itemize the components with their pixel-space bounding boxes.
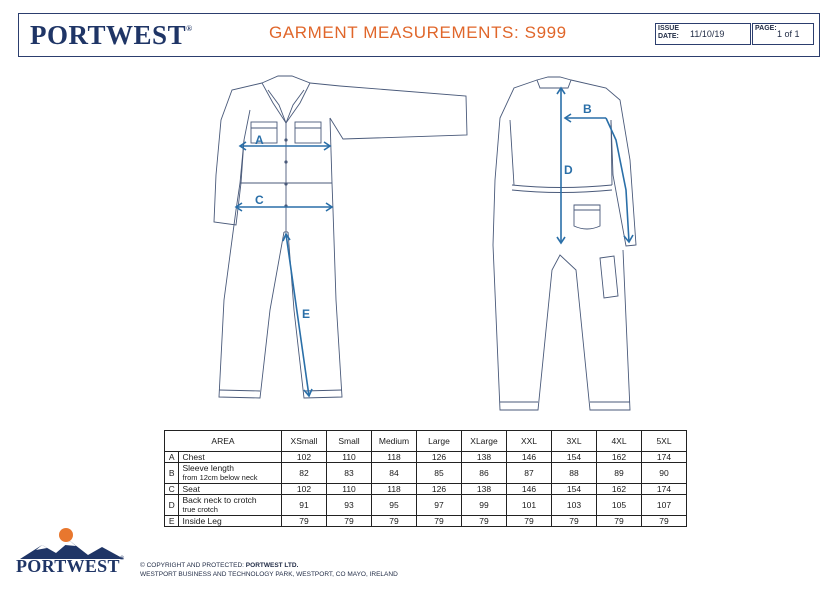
copyright-line — [140, 561, 398, 570]
row-area-sublabel: true crotch — [182, 505, 218, 514]
row-code: D — [165, 495, 179, 516]
row-area-label: Chest — [182, 452, 205, 462]
size-header-xxl: XXL — [507, 431, 552, 452]
size-value-cell: 79 — [327, 516, 372, 527]
back-view-coverall — [493, 77, 636, 410]
size-value-cell: 79 — [642, 516, 687, 527]
page-value: 1 of 1 — [777, 29, 800, 39]
size-value-cell: 83 — [327, 463, 372, 484]
size-value-cell: 138 — [462, 484, 507, 495]
brand-registered-mark: ® — [186, 24, 193, 33]
company-address: WESTPORT BUSINESS AND TECHNOLOGY PARK, WESTPORT, CO MAYO, IRELAND — [140, 571, 398, 578]
measurement-label-a: A — [255, 133, 264, 147]
size-value-cell: 79 — [417, 516, 462, 527]
size-value-cell: 91 — [282, 495, 327, 516]
table-header-row — [165, 431, 687, 452]
copyright-prefix: © COPYRIGHT AND PROTECTED: — [140, 562, 246, 569]
size-header-5xl: 5XL — [642, 431, 687, 452]
row-area-label: Seat — [182, 484, 200, 494]
row-code: C — [165, 484, 179, 495]
size-value-cell: 138 — [462, 452, 507, 463]
size-value-cell: 162 — [597, 484, 642, 495]
row-area — [179, 484, 282, 495]
sun-icon — [59, 528, 73, 542]
size-table-body — [165, 452, 687, 527]
size-value-cell: 154 — [552, 452, 597, 463]
size-value-cell: 162 — [597, 452, 642, 463]
size-value-cell: 82 — [282, 463, 327, 484]
size-value-cell: 110 — [327, 452, 372, 463]
size-value-cell: 79 — [597, 516, 642, 527]
row-area — [179, 463, 282, 484]
copyright-company: PORTWEST LTD. — [245, 562, 299, 569]
measurement-label-d: D — [564, 163, 573, 177]
front-view-coverall — [214, 76, 467, 398]
row-code: E — [165, 516, 179, 527]
size-value-cell: 103 — [552, 495, 597, 516]
size-value-cell: 102 — [282, 484, 327, 495]
size-value-cell: 146 — [507, 452, 552, 463]
size-value-cell: 88 — [552, 463, 597, 484]
size-value-cell: 154 — [552, 484, 597, 495]
size-header-xlarge: XLarge — [462, 431, 507, 452]
size-value-cell: 118 — [372, 452, 417, 463]
size-header-large: Large — [417, 431, 462, 452]
issue-date-value: 11/10/19 — [690, 29, 725, 39]
size-value-cell: 110 — [327, 484, 372, 495]
size-header-medium: Medium — [372, 431, 417, 452]
row-area — [179, 516, 282, 527]
size-value-cell: 89 — [597, 463, 642, 484]
footer-registered-mark: ® — [119, 556, 125, 562]
row-area-label: Inside Leg — [182, 516, 222, 526]
size-header-3xl: 3XL — [552, 431, 597, 452]
size-value-cell: 79 — [552, 516, 597, 527]
table-row — [165, 452, 687, 463]
area-header: AREA — [165, 431, 282, 452]
measurement-label-c: C — [255, 193, 264, 207]
table-row — [165, 495, 687, 516]
size-value-cell: 79 — [507, 516, 552, 527]
size-value-cell: 101 — [507, 495, 552, 516]
size-value-cell: 174 — [642, 484, 687, 495]
row-area-label: Back neck to crotch — [182, 495, 257, 505]
table-row — [165, 463, 687, 484]
size-value-cell: 99 — [462, 495, 507, 516]
footer-brand-logo — [16, 556, 125, 577]
row-code: B — [165, 463, 179, 484]
size-value-cell: 126 — [417, 452, 462, 463]
brand-name: PORTWEST — [30, 20, 187, 50]
measurement-label-e: E — [302, 307, 311, 321]
table-row — [165, 484, 687, 495]
table-row — [165, 516, 687, 527]
row-area-label: Sleeve length — [182, 463, 234, 473]
size-value-cell: 79 — [462, 516, 507, 527]
size-value-cell: 79 — [372, 516, 417, 527]
document-title: GARMENT MEASUREMENTS: S999 — [269, 23, 567, 42]
size-value-cell: 102 — [282, 452, 327, 463]
size-value-cell: 84 — [372, 463, 417, 484]
issue-date-label: ISSUE DATE: — [658, 25, 680, 40]
size-value-cell: 107 — [642, 495, 687, 516]
measurement-label-b: B — [583, 102, 592, 116]
page-label: PAGE: — [755, 25, 777, 32]
footer-brand-name: PORTWEST — [16, 556, 120, 576]
size-value-cell: 97 — [417, 495, 462, 516]
size-value-cell: 95 — [372, 495, 417, 516]
size-header-small: Small — [327, 431, 372, 452]
size-value-cell: 87 — [507, 463, 552, 484]
size-value-cell: 86 — [462, 463, 507, 484]
copyright-block — [140, 561, 398, 579]
size-value-cell: 146 — [507, 484, 552, 495]
size-value-cell: 105 — [597, 495, 642, 516]
size-value-cell: 93 — [327, 495, 372, 516]
row-area — [179, 452, 282, 463]
row-code: A — [165, 452, 179, 463]
size-header-4xl: 4XL — [597, 431, 642, 452]
size-value-cell: 174 — [642, 452, 687, 463]
size-value-cell: 118 — [372, 484, 417, 495]
row-area-sublabel: from 12cm below neck — [182, 473, 258, 482]
size-header-xsmall: XSmall — [282, 431, 327, 452]
size-value-cell: 79 — [282, 516, 327, 527]
size-value-cell: 85 — [417, 463, 462, 484]
row-area — [179, 495, 282, 516]
size-chart-table — [164, 430, 687, 527]
size-value-cell: 126 — [417, 484, 462, 495]
size-value-cell: 90 — [642, 463, 687, 484]
